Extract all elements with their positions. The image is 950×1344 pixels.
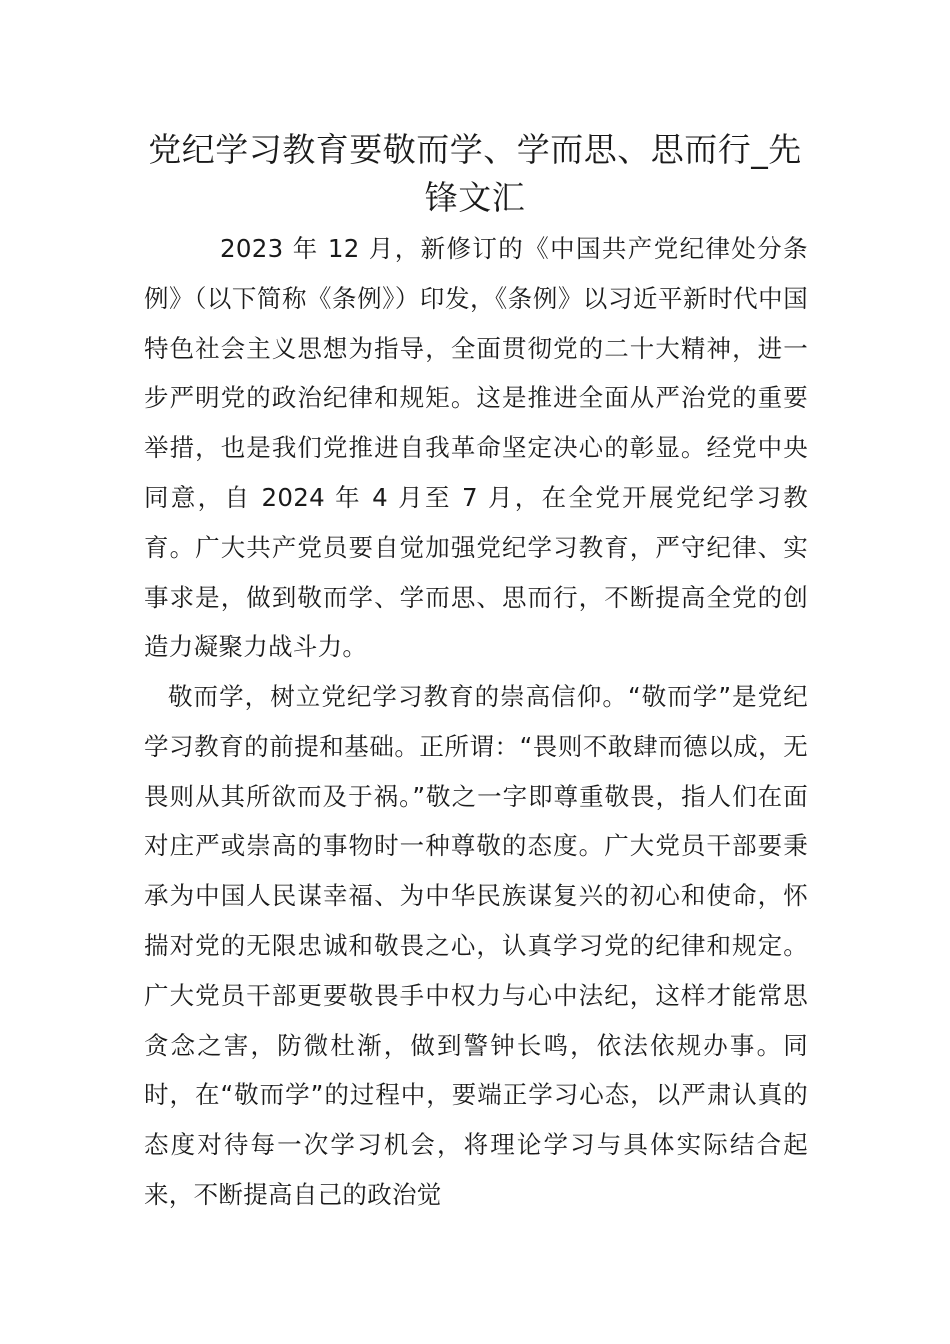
body-paragraph-intro: 2023 年 12 月，新修订的《中国共产党纪律处分条例》（以下简称《条例》）印发，《条例》以习近平新时代中国特色社会主义思想为指导，全面贯彻党的二十大精神，进一步严明党的政治纪律和规矩。这是推进全面从严治党的重要举措，也是我们党推进自我革命坚定决心的彰显。经党中央同意，自 2024 年 4 月至 7 月，在全党开展党纪学习教育。广大共产党员要自觉加强党纪学习教育，严守纪律、实事求是，做到敬而学、学而思、思而行，不断提高全党的创造力凝聚力战斗力。 [144, 234, 808, 662]
document-title: 党纪学习教育要敬而学、学而思、思而行_先锋文汇 [148, 130, 802, 217]
body-paragraph-jing-er-xue: 敬而学，树立党纪学习教育的崇高信仰。“敬而学”是党纪学习教育的前提和基础。正所谓：“畏则不敢肆而德以成，无畏则从其所欲而及于祸。”敬之一字即尊重敬畏，指人们在面对庄严或崇高的事物时一种尊敬的态度。广大党员干部要秉承为中国人民谋幸福、为中华民族谋复兴的初心和使命，怀揣对党的无限忠诚和敬畏之心，认真学习党的纪律和规定。广大党员干部更要敬畏手中权力与心中法纪，这样才能常思贪念之害，防微杜渐，做到警钟长鸣，依法依规办事。同时，在“敬而学”的过程中，要端正学习心态，以严肃认真的态度对待每一次学习机会，将理论学习与具体实际结合起来，不断提高自己的政治觉 [144, 682, 808, 1209]
